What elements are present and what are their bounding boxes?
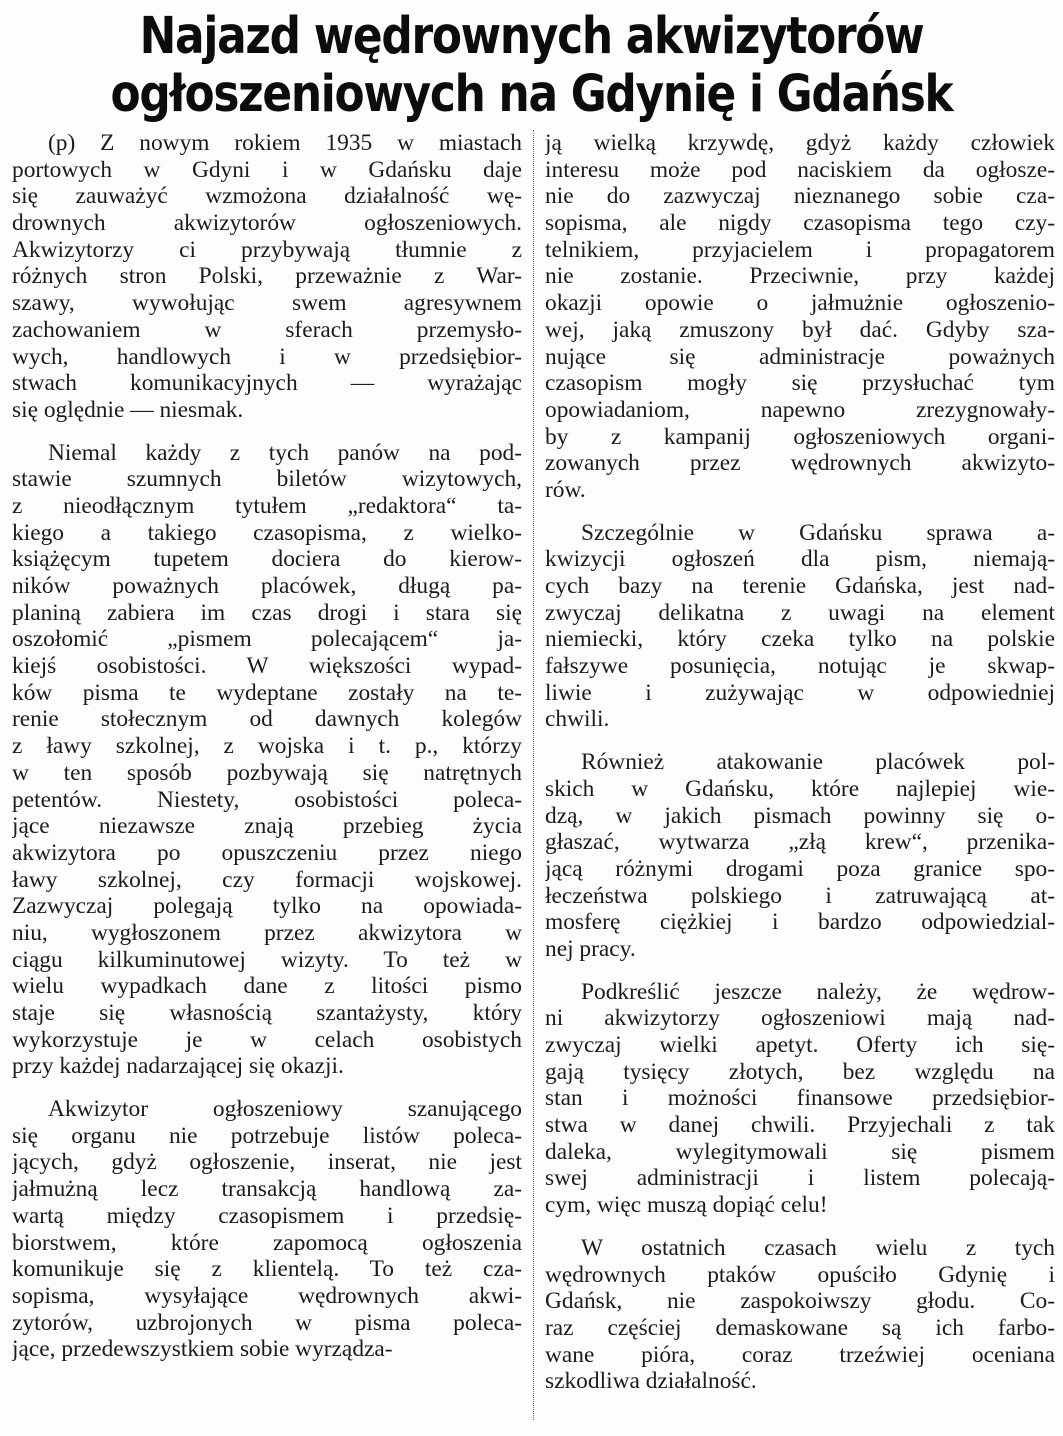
text-line: telnikiem, przyjacielem i propagatorem [545, 236, 1055, 263]
text-line: książęcym tupetem dociera do kierow- [12, 546, 522, 573]
text-line: akwizytora po opuszczeniu przez niego [12, 839, 522, 866]
text-line: ników poważnych placówek, długą pa- [12, 573, 522, 599]
text-line: cych bazy na terenie Gdańska, jest nad- [545, 573, 1055, 599]
text-line: Podkreślić jeszcze należy, że wędrow- [581, 978, 1055, 1005]
text-line: zachowaniem w sferach przemysło- [12, 316, 522, 343]
text-line: łeczeństwa polskiego i zatruwającą at- [545, 882, 1055, 909]
text-line: wane pióra, coraz trzeźwiej oceniana [545, 1341, 1055, 1368]
text-line: się organu nie potrzebuje listów poleca- [12, 1122, 522, 1149]
text-line: przy każdej nadarzającej się okazji. [12, 1053, 344, 1080]
text-line: nujące się administracje poważnych [545, 343, 1055, 370]
paragraph [12, 440, 522, 1081]
paragraph [545, 130, 1055, 504]
paragraph [12, 130, 522, 424]
paragraph [545, 520, 1055, 734]
text-line: szkodliwa działalność. [545, 1368, 757, 1395]
text-line: Gdańsk, nie zaspokoiwszy głodu. Co- [545, 1288, 1055, 1315]
text-line: okazji opowie o jałmużnie ogłoszenio- [545, 290, 1055, 317]
text-line: nej pracy. [545, 935, 636, 962]
text-line: jącą różnymi drogami poza granice spo- [545, 855, 1055, 882]
text-line: różnych stron Polski, przeważnie z War- [12, 263, 522, 290]
text-line: kiego a takiego czasopisma, z wielko- [12, 519, 522, 546]
text-line: planiną zabiera im czas drogi i stara się [12, 599, 522, 626]
text-line: wykorzystuje je w celach osobistych [12, 1026, 522, 1053]
text-line: wej, jaką zmuszony był dać. Gdyby sza- [545, 316, 1055, 343]
text-line: interesu może pod naciskiem da ogłosze- [545, 156, 1055, 183]
text-line: (p) Z nowym rokiem 1935 w miastach [48, 130, 522, 156]
text-line: wielu wypadkach dane z litości pismo [12, 973, 522, 1000]
text-line: oszołomić „pismem polecającem“ ja- [12, 626, 522, 653]
text-line: renie stołecznym od dawnych kolegów [12, 706, 522, 733]
text-line: jące niezawsze znają przebieg życia [12, 813, 522, 840]
text-line: liwie i zużywając w odpowiedniej [545, 679, 1055, 706]
text-line: ni akwizytorzy ogłoszeniowi mają nad- [545, 1005, 1055, 1032]
text-line: głaszać, wytwarza „złą krew“, przenika- [545, 829, 1055, 856]
text-line: nie zostanie. Przeciwnie, przy każdej [545, 263, 1055, 290]
headline-line-2: ogłoszeniowych na Gdynię i Gdańsk [110, 65, 953, 124]
text-line: Akwizytor ogłoszeniowy szanującego [48, 1096, 522, 1123]
text-line: z nieodłącznym tytułem „redaktora“ ta- [12, 492, 522, 519]
text-line: w ten sposób pozbywają się natrętnych [12, 759, 522, 786]
paragraph [545, 1235, 1055, 1395]
text-line: ją wielką krzywdę, gdyż każdy człowiek [545, 130, 1055, 156]
paragraph [12, 1096, 522, 1363]
text-line: Akwizytorzy ci przybywają tłumnie z [12, 236, 522, 263]
text-line: stawie szumnych biletów wizytowych, [12, 466, 522, 493]
text-line: portowych w Gdyni i w Gdańsku daje [12, 156, 522, 183]
text-line: ławy szkolnej, czy formacji wojskowej. [12, 866, 522, 893]
text-line: się oględnie — niesmak. [12, 396, 244, 423]
text-line: jałmużną lecz transakcją handlową za- [12, 1176, 522, 1203]
text-line: komunikuje się z klientelą. To też cza- [12, 1256, 522, 1283]
left-column [12, 130, 522, 1379]
text-line: drownych akwizytorów ogłoszeniowych. [12, 210, 522, 237]
text-line: rów. [545, 476, 586, 503]
text-line: Niemal każdy z tych panów na pod- [48, 439, 522, 466]
text-line: daleka, wylegitymowali się pismem [545, 1138, 1055, 1165]
text-line: wędrownych ptaków opuściło Gdynię i [545, 1261, 1055, 1288]
text-line: cym, więc muszą dopiąć celu! [545, 1192, 828, 1219]
text-line: czasopism mogły się przysłuchać tym [545, 370, 1055, 397]
text-line: niemiecki, który czeka tylko na polskie [545, 626, 1055, 653]
text-line: ciągu kilkuminutowej wizyty. To też w [12, 946, 522, 973]
text-line: szawy, wywołując swem agresywnem [12, 290, 522, 317]
text-line: petentów. Niestety, osobistości poleca- [12, 786, 522, 813]
text-line: sopisma, ale nigdy czasopisma tego czy- [545, 210, 1055, 237]
text-line: stan i możności finansowe przedsiębior- [545, 1085, 1055, 1112]
text-line: kwizycji ogłoszeń dla pism, niemają- [545, 546, 1055, 573]
text-line: chwili. [545, 706, 610, 733]
text-line: staje się własnością szantażysty, który [12, 1000, 522, 1026]
text-line: opowiadaniom, napewno zrezygnowały- [545, 396, 1055, 423]
text-line: swej administracji i listem polecają- [545, 1165, 1055, 1192]
paragraph [545, 749, 1055, 963]
text-line: dzą, w jakich pismach powinny się o- [545, 802, 1055, 829]
text-line: stwa w danej chwili. Przyjechali z tak [545, 1112, 1055, 1139]
headline-line-1: Najazd wędrownych akwizytorów [139, 7, 924, 66]
text-line: Również atakowanie placówek pol- [581, 749, 1055, 776]
text-line: wych, handlowych i w przedsiębior- [12, 343, 522, 370]
paragraph [545, 979, 1055, 1219]
text-line: biorstwem, które zapomocą ogłoszenia [12, 1229, 522, 1256]
right-column [545, 130, 1055, 1411]
text-line: zwyczaj wielki apetyt. Oferty ich się- [545, 1032, 1055, 1058]
text-line: niu, wygłoszonem przez akwizytora w [12, 919, 522, 946]
text-line: się zauważyć wzmożona działalność wę- [12, 183, 522, 210]
text-line: skich w Gdańsku, które najlepiej wie- [545, 775, 1055, 802]
text-line: Zazwyczaj polegają tylko na opowiada- [12, 893, 522, 920]
text-line: by z kampanij ogłoszeniowych organi- [545, 423, 1055, 450]
text-line: sopisma, wysyłające wędrownych akwi- [12, 1282, 522, 1309]
text-line: zowanych przez wędrownych akwizyto- [545, 450, 1055, 477]
text-line: gają tysięcy złotych, bez względu na [545, 1058, 1055, 1085]
column-divider [533, 130, 534, 1420]
text-line: ków pisma te wydeptane zostały na te- [12, 679, 522, 706]
text-line: jących, gdyż ogłoszenie, inserat, nie jest [12, 1149, 522, 1176]
text-line: Szczególnie w Gdańsku sprawa a- [581, 519, 1055, 546]
text-line: kiejś osobistości. W większości wypad- [12, 653, 522, 680]
text-line: raz częściej demaskowane są ich farbo- [545, 1314, 1055, 1341]
text-line: fałszywe posunięcia, notując je skwap- [545, 653, 1055, 680]
text-line: W ostatnich czasach wielu z tych [581, 1234, 1055, 1261]
article-headline [74, 8, 988, 124]
text-line: stwach komunikacyjnych — wyrażając [12, 370, 522, 397]
text-line: zytorów, uzbrojonych w pisma poleca- [12, 1309, 522, 1336]
text-line: jące, przedewszystkiem sobie wyrządza- [12, 1336, 393, 1363]
text-line: nie do zazwyczaj nieznanego sobie cza- [545, 183, 1055, 210]
text-line: z ławy szkolnej, z wojska i t. p., którzy [12, 733, 522, 760]
text-line: wartą między czasopismem i przedsię- [12, 1202, 522, 1229]
text-line: mosferę ciężkiej i bardzo odpowiedzial- [545, 909, 1055, 936]
text-line: zwyczaj delikatna z uwagi na element [545, 599, 1055, 626]
